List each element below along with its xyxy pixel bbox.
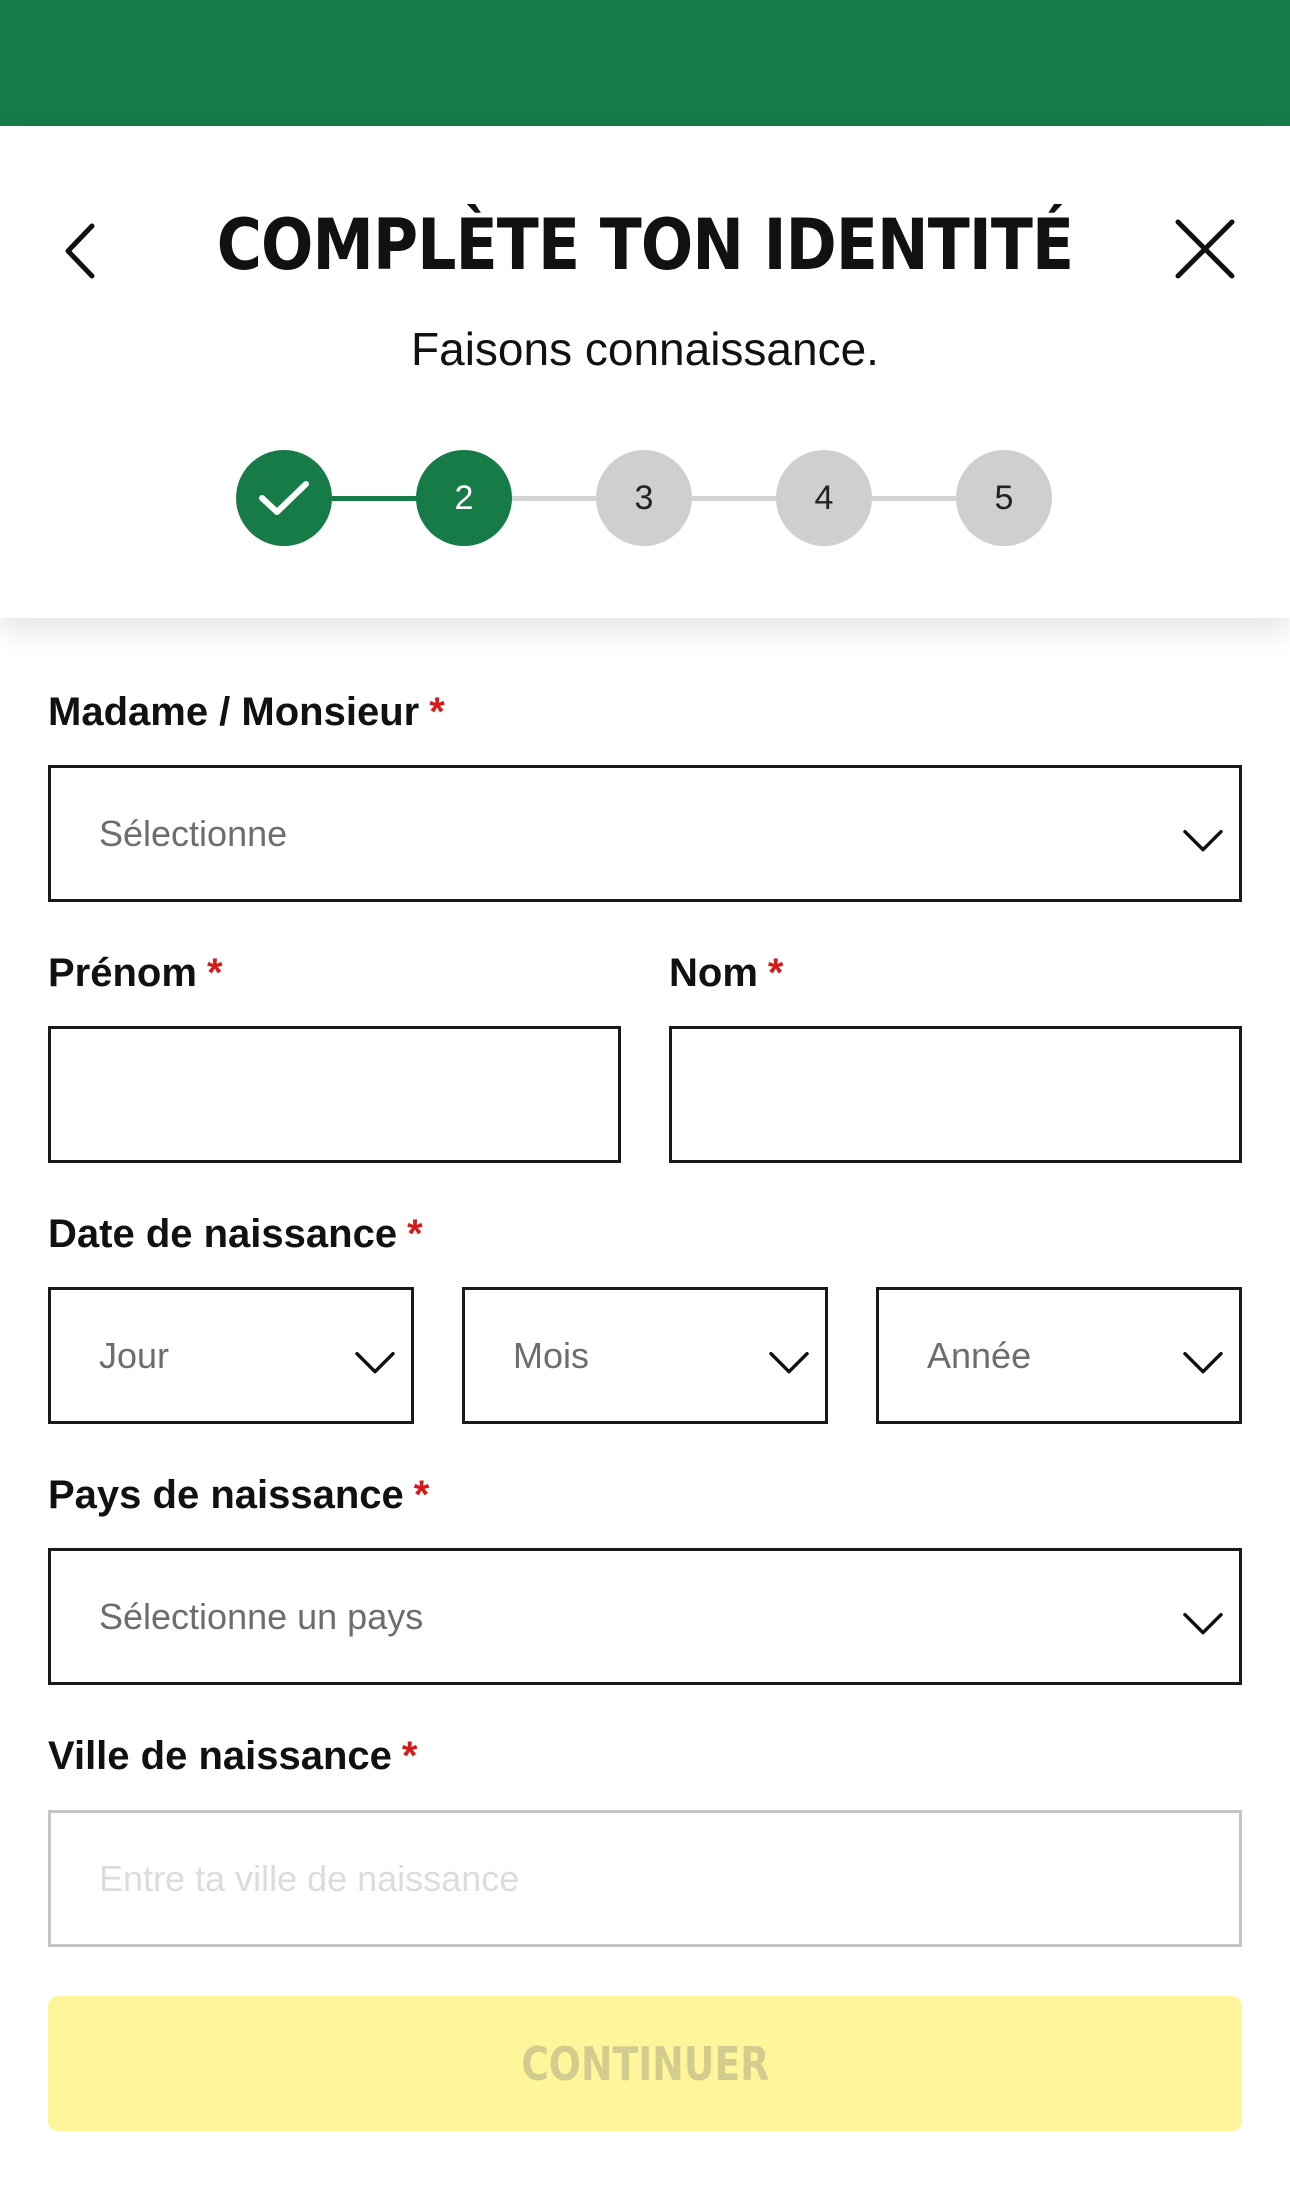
- step-3: 3: [596, 450, 692, 546]
- civility-placeholder: Sélectionne: [99, 812, 288, 854]
- first-name-input[interactable]: [48, 1026, 621, 1163]
- chevron-down-icon: [351, 1339, 399, 1387]
- step-connector-3: [692, 496, 780, 501]
- birth-country-placeholder: Sélectionne un pays: [99, 1595, 424, 1637]
- step-2: 2: [416, 450, 512, 546]
- chevron-down-icon: [1179, 1600, 1227, 1648]
- birth-country-select[interactable]: [48, 1548, 1242, 1685]
- birth-year-placeholder: Année: [927, 1334, 1032, 1376]
- birth-month-select[interactable]: [462, 1287, 828, 1424]
- first-name-label: Prénom *: [48, 951, 223, 995]
- birth-year-select[interactable]: [876, 1287, 1242, 1424]
- step-1: [236, 450, 332, 546]
- header: [0, 126, 1290, 618]
- continue-label: CONTINUER: [520, 2036, 770, 2091]
- page-title: COMPLÈTE TON IDENTITÉ: [216, 204, 1074, 286]
- page-subtitle: Faisons connaissance.: [411, 323, 879, 375]
- birth-day-select[interactable]: [48, 1287, 414, 1424]
- birth-city-label: Ville de naissance *: [48, 1734, 418, 1778]
- last-name-label: Nom *: [669, 951, 784, 995]
- step-connector-2: [512, 496, 600, 501]
- progress-stepper: [0, 450, 1290, 546]
- close-button[interactable]: [1170, 214, 1240, 284]
- birth-country-label: Pays de naissance *: [48, 1473, 430, 1517]
- birth-day-placeholder: Jour: [99, 1334, 170, 1376]
- birth-date-label: Date de naissance *: [48, 1212, 423, 1256]
- step-4: 4: [776, 450, 872, 546]
- birth-city-input[interactable]: [48, 1810, 1242, 1947]
- chevron-down-icon: [1179, 817, 1227, 865]
- chevron-down-icon: [765, 1339, 813, 1387]
- status-bar: [0, 0, 1290, 126]
- birth-month-placeholder: Mois: [513, 1334, 590, 1376]
- civility-select[interactable]: [48, 765, 1242, 902]
- step-connector-4: [872, 496, 960, 501]
- step-connector-1: [332, 496, 420, 501]
- step-5: 5: [956, 450, 1052, 546]
- last-name-input[interactable]: [669, 1026, 1242, 1163]
- continue-button[interactable]: [48, 1996, 1242, 2131]
- close-icon: [1178, 222, 1232, 276]
- chevron-down-icon: [1179, 1339, 1227, 1387]
- check-icon: [258, 478, 310, 518]
- birth-city-placeholder: Entre ta ville de naissance: [99, 1857, 520, 1899]
- civility-label: Madame / Monsieur *: [48, 690, 445, 734]
